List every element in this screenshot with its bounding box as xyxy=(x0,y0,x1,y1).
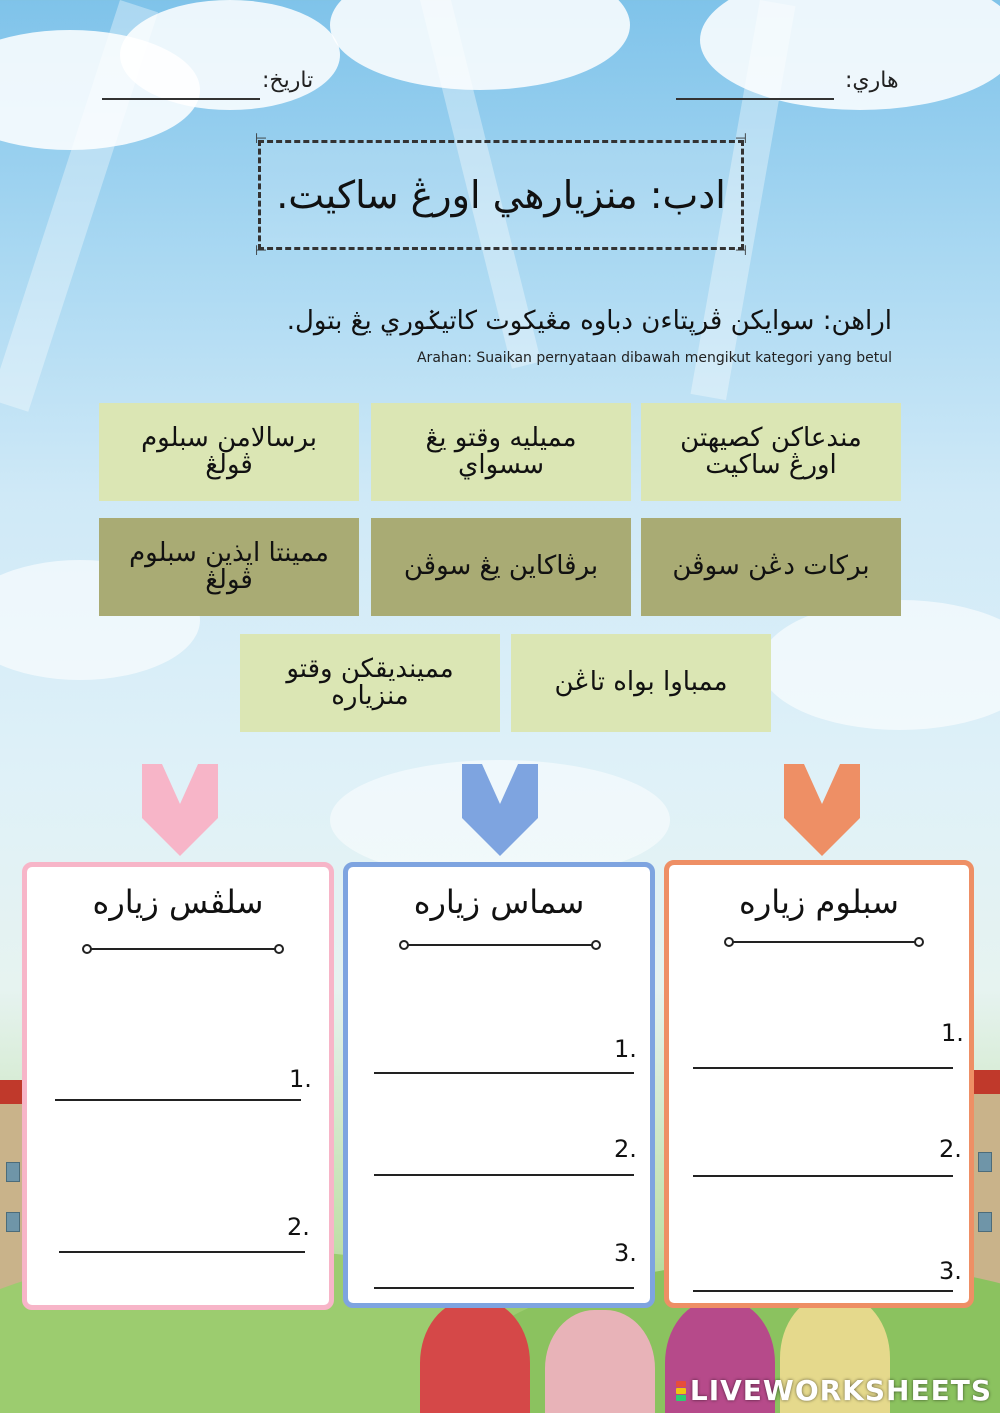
statement-tile[interactable]: ممينتا ايذين سبلوم ڤولڠ xyxy=(99,518,359,616)
liveworksheets-logo xyxy=(676,1374,992,1407)
corner-ornament: ⊣ xyxy=(734,243,747,259)
statement-tile[interactable]: مندعاكن كصيهتن اورڠ ساكيت xyxy=(641,403,901,501)
answer-drop-line[interactable] xyxy=(374,1174,634,1176)
corner-ornament: ⊣ xyxy=(734,131,747,147)
instruction-english: Arahan: Suaikan pernyataan dibawah mengikut kategori yang betul xyxy=(416,350,892,366)
answer-drop-line[interactable] xyxy=(693,1175,953,1177)
name-label: هاري: xyxy=(845,68,899,93)
watermark-text: LIVEWORKSHEETS xyxy=(689,1374,992,1407)
category-before-visit[interactable] xyxy=(664,860,974,1308)
answer-drop-line[interactable] xyxy=(374,1072,634,1074)
instruction-arabic: اراهن: سوايكن ڤرڽتاءن دباوه مڠيكوت كاتيݢوري يڠ بتول. xyxy=(286,306,892,336)
answer-number: 1. xyxy=(941,1019,964,1047)
answer-drop-line[interactable] xyxy=(55,1099,301,1101)
divider xyxy=(729,941,919,943)
answer-number: 3. xyxy=(614,1239,637,1267)
corner-ornament: ⊢ xyxy=(255,131,268,147)
statement-tile[interactable]: برڤاكاين يڠ سوڤن xyxy=(371,518,631,616)
statement-tile[interactable]: ممباوا بواه تاڠن xyxy=(511,634,771,732)
answer-drop-line[interactable] xyxy=(693,1290,953,1292)
answer-number: 3. xyxy=(939,1257,962,1285)
answer-drop-line[interactable] xyxy=(374,1287,634,1289)
answer-number: 2. xyxy=(287,1213,310,1241)
chevron-down-icon xyxy=(784,764,860,856)
statement-tile[interactable]: بركات دڠن سوڤن xyxy=(641,518,901,616)
page-title: ادب: منزيارهي اورڠ ساكيت. xyxy=(276,173,726,217)
category-title: سبلوم زياره xyxy=(739,883,899,921)
answer-drop-line[interactable] xyxy=(59,1251,305,1253)
category-after-visit[interactable] xyxy=(22,862,334,1310)
title-box xyxy=(255,131,747,259)
answer-number: 1. xyxy=(289,1065,312,1093)
answer-number: 2. xyxy=(939,1135,962,1163)
name-input-line[interactable] xyxy=(676,98,834,100)
category-title: سماس زياره xyxy=(413,883,585,921)
corner-ornament: ⊢ xyxy=(255,243,268,259)
answer-drop-line[interactable] xyxy=(693,1067,953,1069)
category-title: سلڤس زياره xyxy=(92,883,264,921)
logo-icon xyxy=(676,1381,686,1401)
statement-tile[interactable]: مميليه وقتو يڠ سسواي xyxy=(371,403,631,501)
chevron-down-icon xyxy=(462,764,538,856)
divider xyxy=(404,944,596,946)
statement-tile[interactable]: ممينديقكن وقتو منزياره xyxy=(240,634,500,732)
category-during-visit[interactable] xyxy=(343,862,655,1308)
answer-number: 2. xyxy=(614,1135,637,1163)
statement-tile[interactable]: برسالامن سبلوم ڤولڠ xyxy=(99,403,359,501)
divider xyxy=(87,948,279,950)
chevron-down-icon xyxy=(142,764,218,856)
date-label: تاريخ: xyxy=(262,68,314,93)
date-input-line[interactable] xyxy=(102,98,260,100)
answer-number: 1. xyxy=(614,1035,637,1063)
